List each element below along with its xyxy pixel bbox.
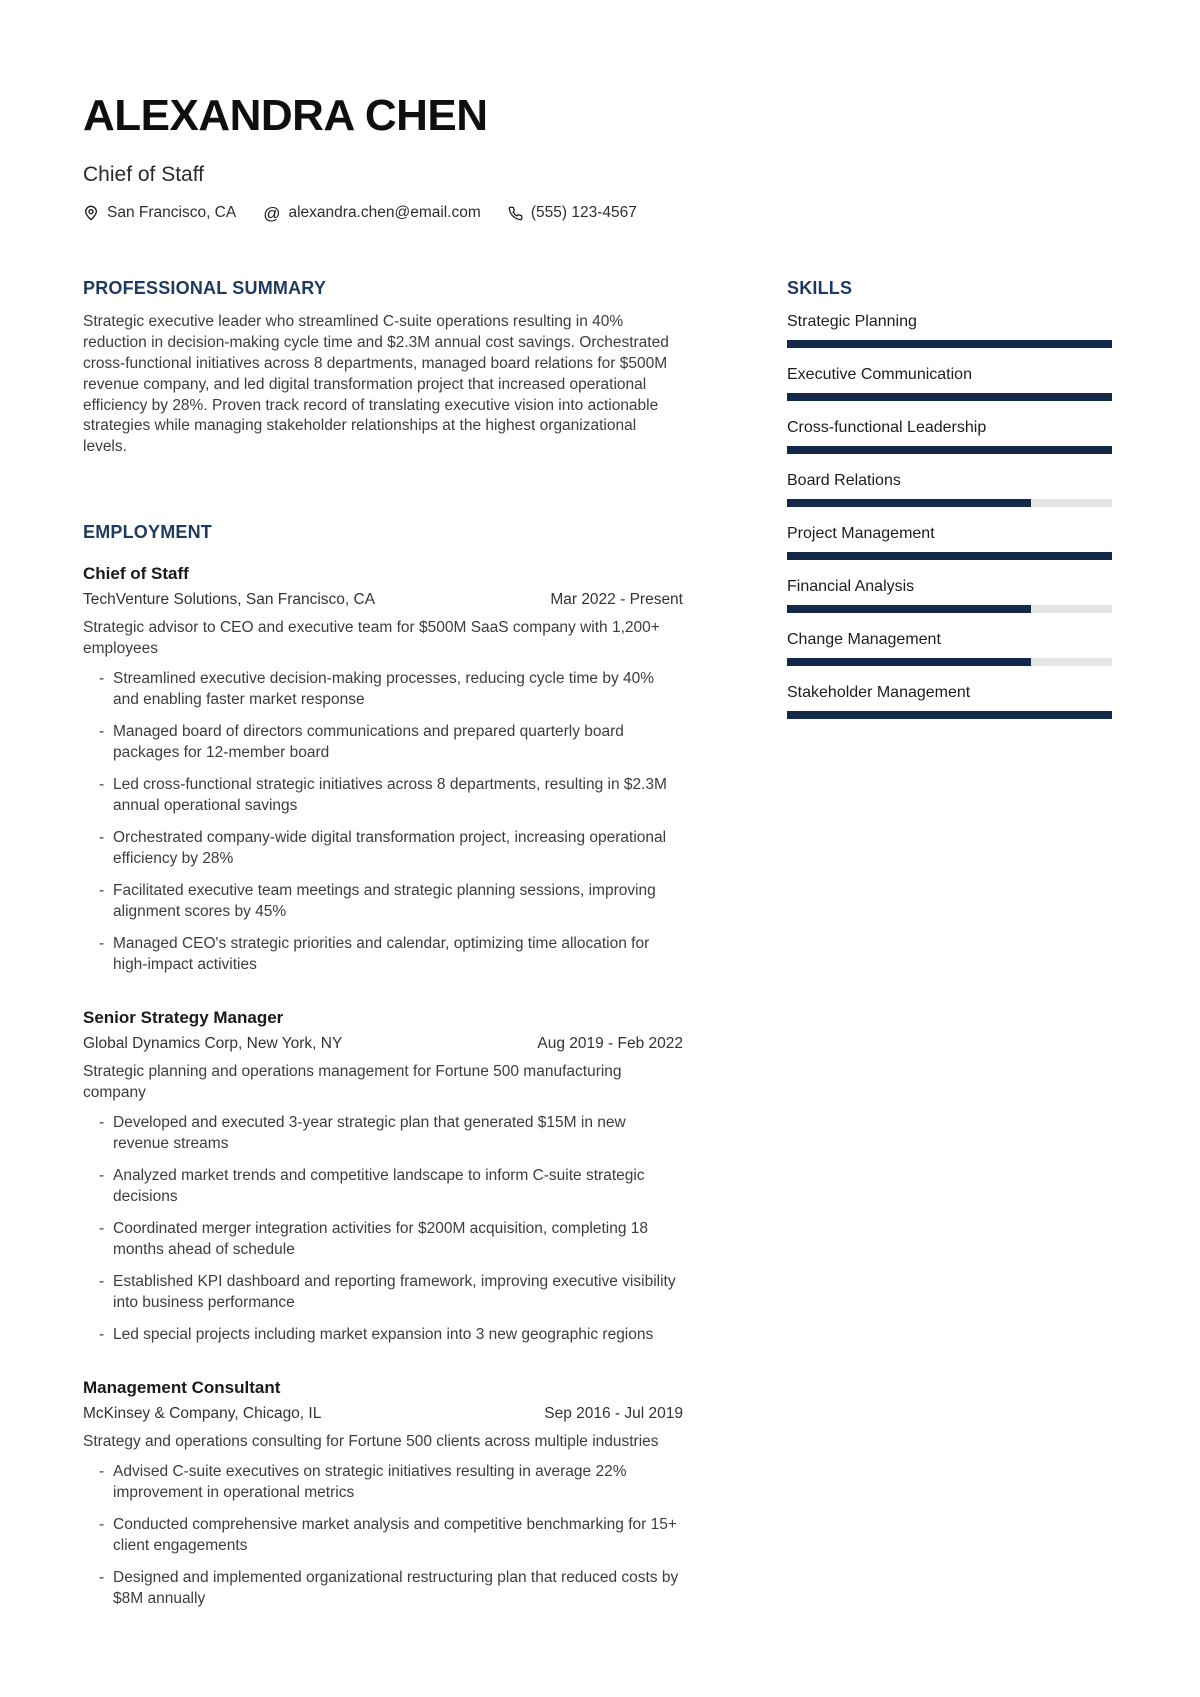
- job-company: TechVenture Solutions, San Francisco, CA: [83, 590, 376, 608]
- skill-label: Strategic Planning: [787, 313, 917, 331]
- at-sign-icon: @: [263, 203, 281, 223]
- job-title: Chief of Staff: [83, 563, 189, 583]
- job-title: Senior Strategy Manager: [83, 1007, 284, 1027]
- job-bullet: - Facilitated executive team meetings and strategic planning sessions, improving alignment scores by 45%: [83, 880, 683, 922]
- job-bullet: - Advised C-suite executives on strategic initiatives resulting in average 22% improvement in operational metrics: [83, 1461, 683, 1503]
- skills-section: [787, 278, 1112, 719]
- skill-progress-track: [787, 340, 1112, 348]
- job-title: Management Consultant: [83, 1377, 281, 1397]
- skill-item: [787, 630, 1112, 666]
- job-meta-row: [83, 591, 683, 609]
- job-bullet: - Led cross-functional strategic initiatives across 8 departments, resulting in $2.3M annual operational savings: [83, 774, 683, 816]
- skill-progress-fill: [787, 552, 1112, 560]
- job-bullets: [83, 1461, 683, 1609]
- skill-label: Project Management: [787, 525, 935, 543]
- skill-progress-track: [787, 393, 1112, 401]
- job-dates: Sep 2016 - Jul 2019: [544, 1404, 683, 1422]
- skill-progress-track: [787, 446, 1112, 454]
- job-bullet: - Developed and executed 3-year strategic plan that generated $15M in new revenue streams: [83, 1112, 683, 1154]
- location-pin-icon: [83, 205, 99, 221]
- skill-progress-track: [787, 552, 1112, 560]
- job-company: McKinsey & Company, Chicago, IL: [83, 1404, 322, 1422]
- skill-label: Financial Analysis: [787, 578, 915, 596]
- skill-item: [787, 471, 1112, 507]
- skill-progress-fill: [787, 711, 1112, 719]
- job-entry: [83, 1008, 683, 1345]
- skill-progress-fill: [787, 340, 1112, 348]
- job-meta-row: [83, 1405, 683, 1423]
- job-dates: Mar 2022 - Present: [550, 590, 683, 608]
- skill-progress-fill: [787, 658, 1031, 666]
- skills-list: [787, 312, 1112, 719]
- skill-progress-track: [787, 499, 1112, 507]
- employment-heading: EMPLOYMENT: [83, 521, 213, 542]
- job-bullet: - Designed and implemented organizational restructuring plan that reduced costs by $8M annually: [83, 1567, 683, 1609]
- left-column: [83, 278, 683, 1620]
- summary-text: Strategic executive leader who streamlined C-suite operations resulting in 40% reduction in decision-making cycle time and $2.3M annual cost savings. Orchestrated cross-functional initiatives across 8 departments, managed board relations for $500M revenue company, and led digital transformation project that increased operational efficiency by 28%. Proven track record of translating executive vision into actionable strategies while managing stakeholder relationships at the highest organizational levels.: [83, 313, 669, 456]
- skill-label: Executive Communication: [787, 366, 972, 384]
- skill-item: [787, 524, 1112, 560]
- skill-progress-fill: [787, 605, 1031, 613]
- phone-icon: [508, 206, 523, 221]
- skill-label: Board Relations: [787, 472, 901, 490]
- contact-email: [263, 204, 481, 222]
- job-description: Strategic advisor to CEO and executive team for $500M SaaS company with 1,200+ employees: [83, 618, 660, 657]
- skill-label: Stakeholder Management: [787, 684, 971, 702]
- skill-item: [787, 312, 1112, 348]
- job-headline: Chief of Staff: [83, 163, 205, 187]
- job-company: Global Dynamics Corp, New York, NY: [83, 1034, 343, 1052]
- skill-progress-fill: [787, 393, 1112, 401]
- job-bullet: - Managed board of directors communications and prepared quarterly board packages for 12-member board: [83, 721, 683, 763]
- job-bullet: - Conducted comprehensive market analysis and competitive benchmarking for 15+ client engagements: [83, 1514, 683, 1556]
- job-meta-row: [83, 1035, 683, 1053]
- job-bullets: [83, 668, 683, 975]
- job-bullet: - Managed CEO's strategic priorities and calendar, optimizing time allocation for high-impact activities: [83, 933, 683, 975]
- skill-progress-fill: [787, 499, 1031, 507]
- job-bullet: - Orchestrated company-wide digital transformation project, increasing operational efficiency by 28%: [83, 827, 683, 869]
- skill-item: [787, 365, 1112, 401]
- contact-phone: [508, 204, 637, 222]
- skill-progress-track: [787, 605, 1112, 613]
- skill-item: [787, 577, 1112, 613]
- job-dates: Aug 2019 - Feb 2022: [537, 1034, 683, 1052]
- skill-progress-track: [787, 711, 1112, 719]
- person-name: ALEXANDRA CHEN: [83, 91, 488, 140]
- professional-summary-section: [83, 278, 683, 458]
- job-bullet: - Established KPI dashboard and reporting framework, improving executive visibility into business performance: [83, 1271, 683, 1313]
- job-bullet: - Analyzed market trends and competitive landscape to inform C-suite strategic decisions: [83, 1165, 683, 1207]
- skill-label: Cross-functional Leadership: [787, 419, 987, 437]
- contact-location: [83, 204, 236, 222]
- job-bullet: - Led special projects including market expansion into 3 new geographic regions: [83, 1324, 683, 1345]
- skill-item: [787, 418, 1112, 454]
- skill-item: [787, 683, 1112, 719]
- job-bullet: - Streamlined executive decision-making processes, reducing cycle time by 40% and enabling faster market response: [83, 668, 683, 710]
- summary-heading: PROFESSIONAL SUMMARY: [83, 278, 327, 299]
- resume-body: [83, 278, 1112, 1620]
- job-bullet: - Coordinated merger integration activities for $200M acquisition, completing 18 months ahead of schedule: [83, 1218, 683, 1260]
- job-entry: [83, 564, 683, 975]
- employment-section: [83, 522, 683, 1609]
- skill-progress-track: [787, 658, 1112, 666]
- job-entry: [83, 1378, 683, 1609]
- skill-progress-fill: [787, 446, 1112, 454]
- jobs-list: [83, 564, 683, 1609]
- contact-phone-text: (555) 123-4567: [530, 204, 637, 222]
- contact-location-text: San Francisco, CA: [107, 204, 237, 222]
- skill-label: Change Management: [787, 631, 941, 649]
- job-bullets: [83, 1112, 683, 1345]
- right-column: [787, 278, 1112, 736]
- contact-row: [83, 204, 1112, 222]
- skills-heading: SKILLS: [787, 278, 853, 299]
- job-description: Strategic planning and operations management for Fortune 500 manufacturing company: [83, 1062, 622, 1101]
- resume-header: [83, 92, 1112, 222]
- contact-email-text: alexandra.chen@email.com: [288, 204, 481, 222]
- job-description: Strategy and operations consulting for Fortune 500 clients across multiple industries: [83, 1432, 659, 1450]
